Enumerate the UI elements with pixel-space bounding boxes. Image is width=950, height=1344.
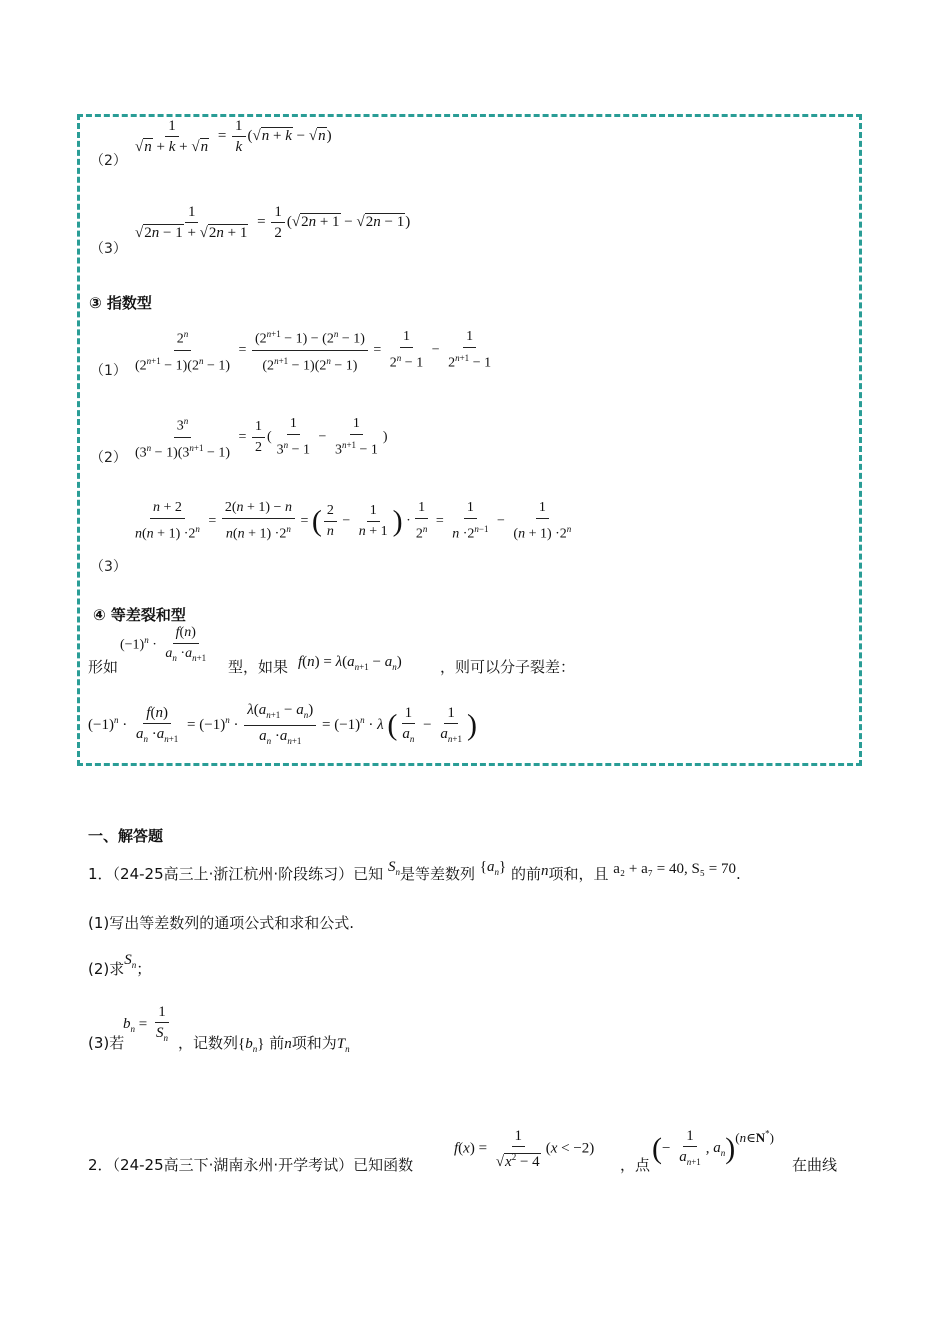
q1-part2 bbox=[88, 952, 152, 980]
q1-text-b: 的前 bbox=[510, 865, 541, 883]
exp-item-3-label: （3） bbox=[90, 559, 127, 575]
exp-item-2-formula: $\frac{3^n}{(3^n - 1)(3^{n+1} - 1)}$ = $\frac{1}{2}$ ( $\frac{1}{3^n - 1}$ − $\frac{1}{3^{n+1} - 1}$ ) bbox=[130, 413, 388, 461]
q1-part1: (1)写出等差数列的通项公式和求和公式. bbox=[88, 914, 355, 932]
q1-tn: $T_n$ bbox=[336, 1036, 350, 1054]
form-expression: $(-1)^n$ · $\frac{f(n)}{a_n \cdot a_{n+1}}$ bbox=[120, 625, 207, 663]
q1-part3 bbox=[88, 1032, 124, 1053]
q1-text-c: 项和，且 bbox=[548, 865, 609, 883]
equal-diff-heading: ④ 等差裂和型 bbox=[93, 606, 186, 624]
q1-bn-set: $\{b_n\}$ bbox=[238, 1036, 265, 1054]
exp-item-1-formula: $\frac{2^n}{(2^{n+1} - 1)(2^n - 1)}$ = $\frac{(2^{n+1} - 1) - (2^n - 1)}{(2^{n+1} - 1)(2^n - 1)}$ = $\frac{1}{2^n - 1}$ − $\frac{1}{2^{n+1} - 1}$ bbox=[130, 326, 496, 374]
q1-condition: a₂ + a₇ = 40, S₅ = 70 bbox=[613, 861, 736, 877]
q2-source: （24-25高三下·湖南永州·开学考试）已知函数 bbox=[112, 1156, 414, 1174]
q1-part3-mid: ，记数列 bbox=[178, 1034, 239, 1052]
q1-sn: $S_n$ bbox=[387, 859, 400, 877]
q1-text-a: 是等差数列 bbox=[399, 865, 475, 883]
radical-item-2-formula: $\frac{1}{√n + k + √n}$ = $\frac{1}{k}$ (√n + k − √n) bbox=[135, 118, 332, 155]
exp-item-1-label: （1） bbox=[90, 363, 127, 379]
q1-part3-mid2: 前 bbox=[269, 1034, 285, 1052]
q1-n: n bbox=[540, 863, 549, 879]
q2-function: f(x) = $\frac{1}{√x^2 - 4}$ (x < −2) bbox=[454, 1128, 595, 1170]
exponential-heading: ③ 指数型 bbox=[89, 294, 152, 312]
radical-item-2-label: （2） bbox=[90, 153, 127, 169]
form-condition: $f(n) = \lambda(a_{n+1} - a_n)$ bbox=[298, 654, 402, 672]
q1-part3-rest bbox=[178, 1032, 350, 1054]
q1-source: （24-25高三上·浙江杭州·阶段练习）已知 bbox=[112, 865, 384, 883]
q1-part2-prefix: (2)求 bbox=[88, 960, 125, 978]
q2-suffix: 在曲线 bbox=[792, 1156, 838, 1174]
q1-part2-suffix: ； bbox=[136, 960, 152, 978]
q1-an-set: $\{a_n\}$ bbox=[479, 859, 507, 877]
final-identity-formula: $(-1)^n$ · $\frac{f(n)}{a_n \cdot a_{n+1}}$ = $(-1)^n$ · $\frac{\lambda(a_{n+1} - a_n)}{a_n \cdot a_{n+1}}$ = $(-1)^n \cdot \lambda$ ( $\frac{1}{a_n}$ − $\frac{1}{a_{n+1}}$ ) bbox=[88, 702, 477, 746]
q1-number: 1． bbox=[88, 865, 113, 883]
exp-item-3-formula: $\frac{n + 2}{n(n + 1) \cdot 2^n}$ = $\frac{2(n + 1) - n}{n(n + 1) \cdot 2^n}$ = ( $\frac{2}{n}$ − $\frac{1}{n + 1}$ ) · $\frac{1}{2^n}$ = $\frac{1}{n \cdot 2^{n-1}}$ − $\frac{1}{(n + 1) \cdot 2^n}$ bbox=[135, 500, 572, 542]
q1-part3-prefix: (3)若 bbox=[88, 1034, 125, 1052]
q1-part2-sn: $S_n$ bbox=[124, 952, 137, 970]
q1-line bbox=[88, 859, 741, 885]
radical-item-3-label: （3） bbox=[90, 241, 127, 257]
q1-part3-n: n bbox=[284, 1036, 292, 1052]
form-prefix: 形如 bbox=[88, 658, 119, 676]
section-title: 一、解答题 bbox=[88, 827, 164, 845]
exp-item-2-label: （2） bbox=[90, 450, 127, 466]
q2-line-start bbox=[88, 1154, 413, 1175]
q1-bn-def: $b_n$ = $\frac{1}{S_n}$ bbox=[123, 1004, 168, 1043]
radical-item-3-formula: $\frac{1}{√2n - 1 + √2n + 1}$ = $\frac{1}{2}$ (√2n + 1 − √2n − 1) bbox=[135, 204, 411, 241]
q2-point-prefix: ，点 bbox=[620, 1156, 651, 1174]
form-middle: 型，如果 bbox=[228, 658, 289, 676]
form-suffix: ，则可以分子裂差： bbox=[440, 658, 576, 676]
q1-part3-mid3: 项和为 bbox=[291, 1034, 337, 1052]
q2-number: 2． bbox=[88, 1156, 113, 1174]
q2-point: (− $\frac{1}{a_{n+1}}$ , $a_n)(n\in N^*)$ bbox=[652, 1128, 774, 1167]
q1-end: . bbox=[735, 865, 741, 883]
